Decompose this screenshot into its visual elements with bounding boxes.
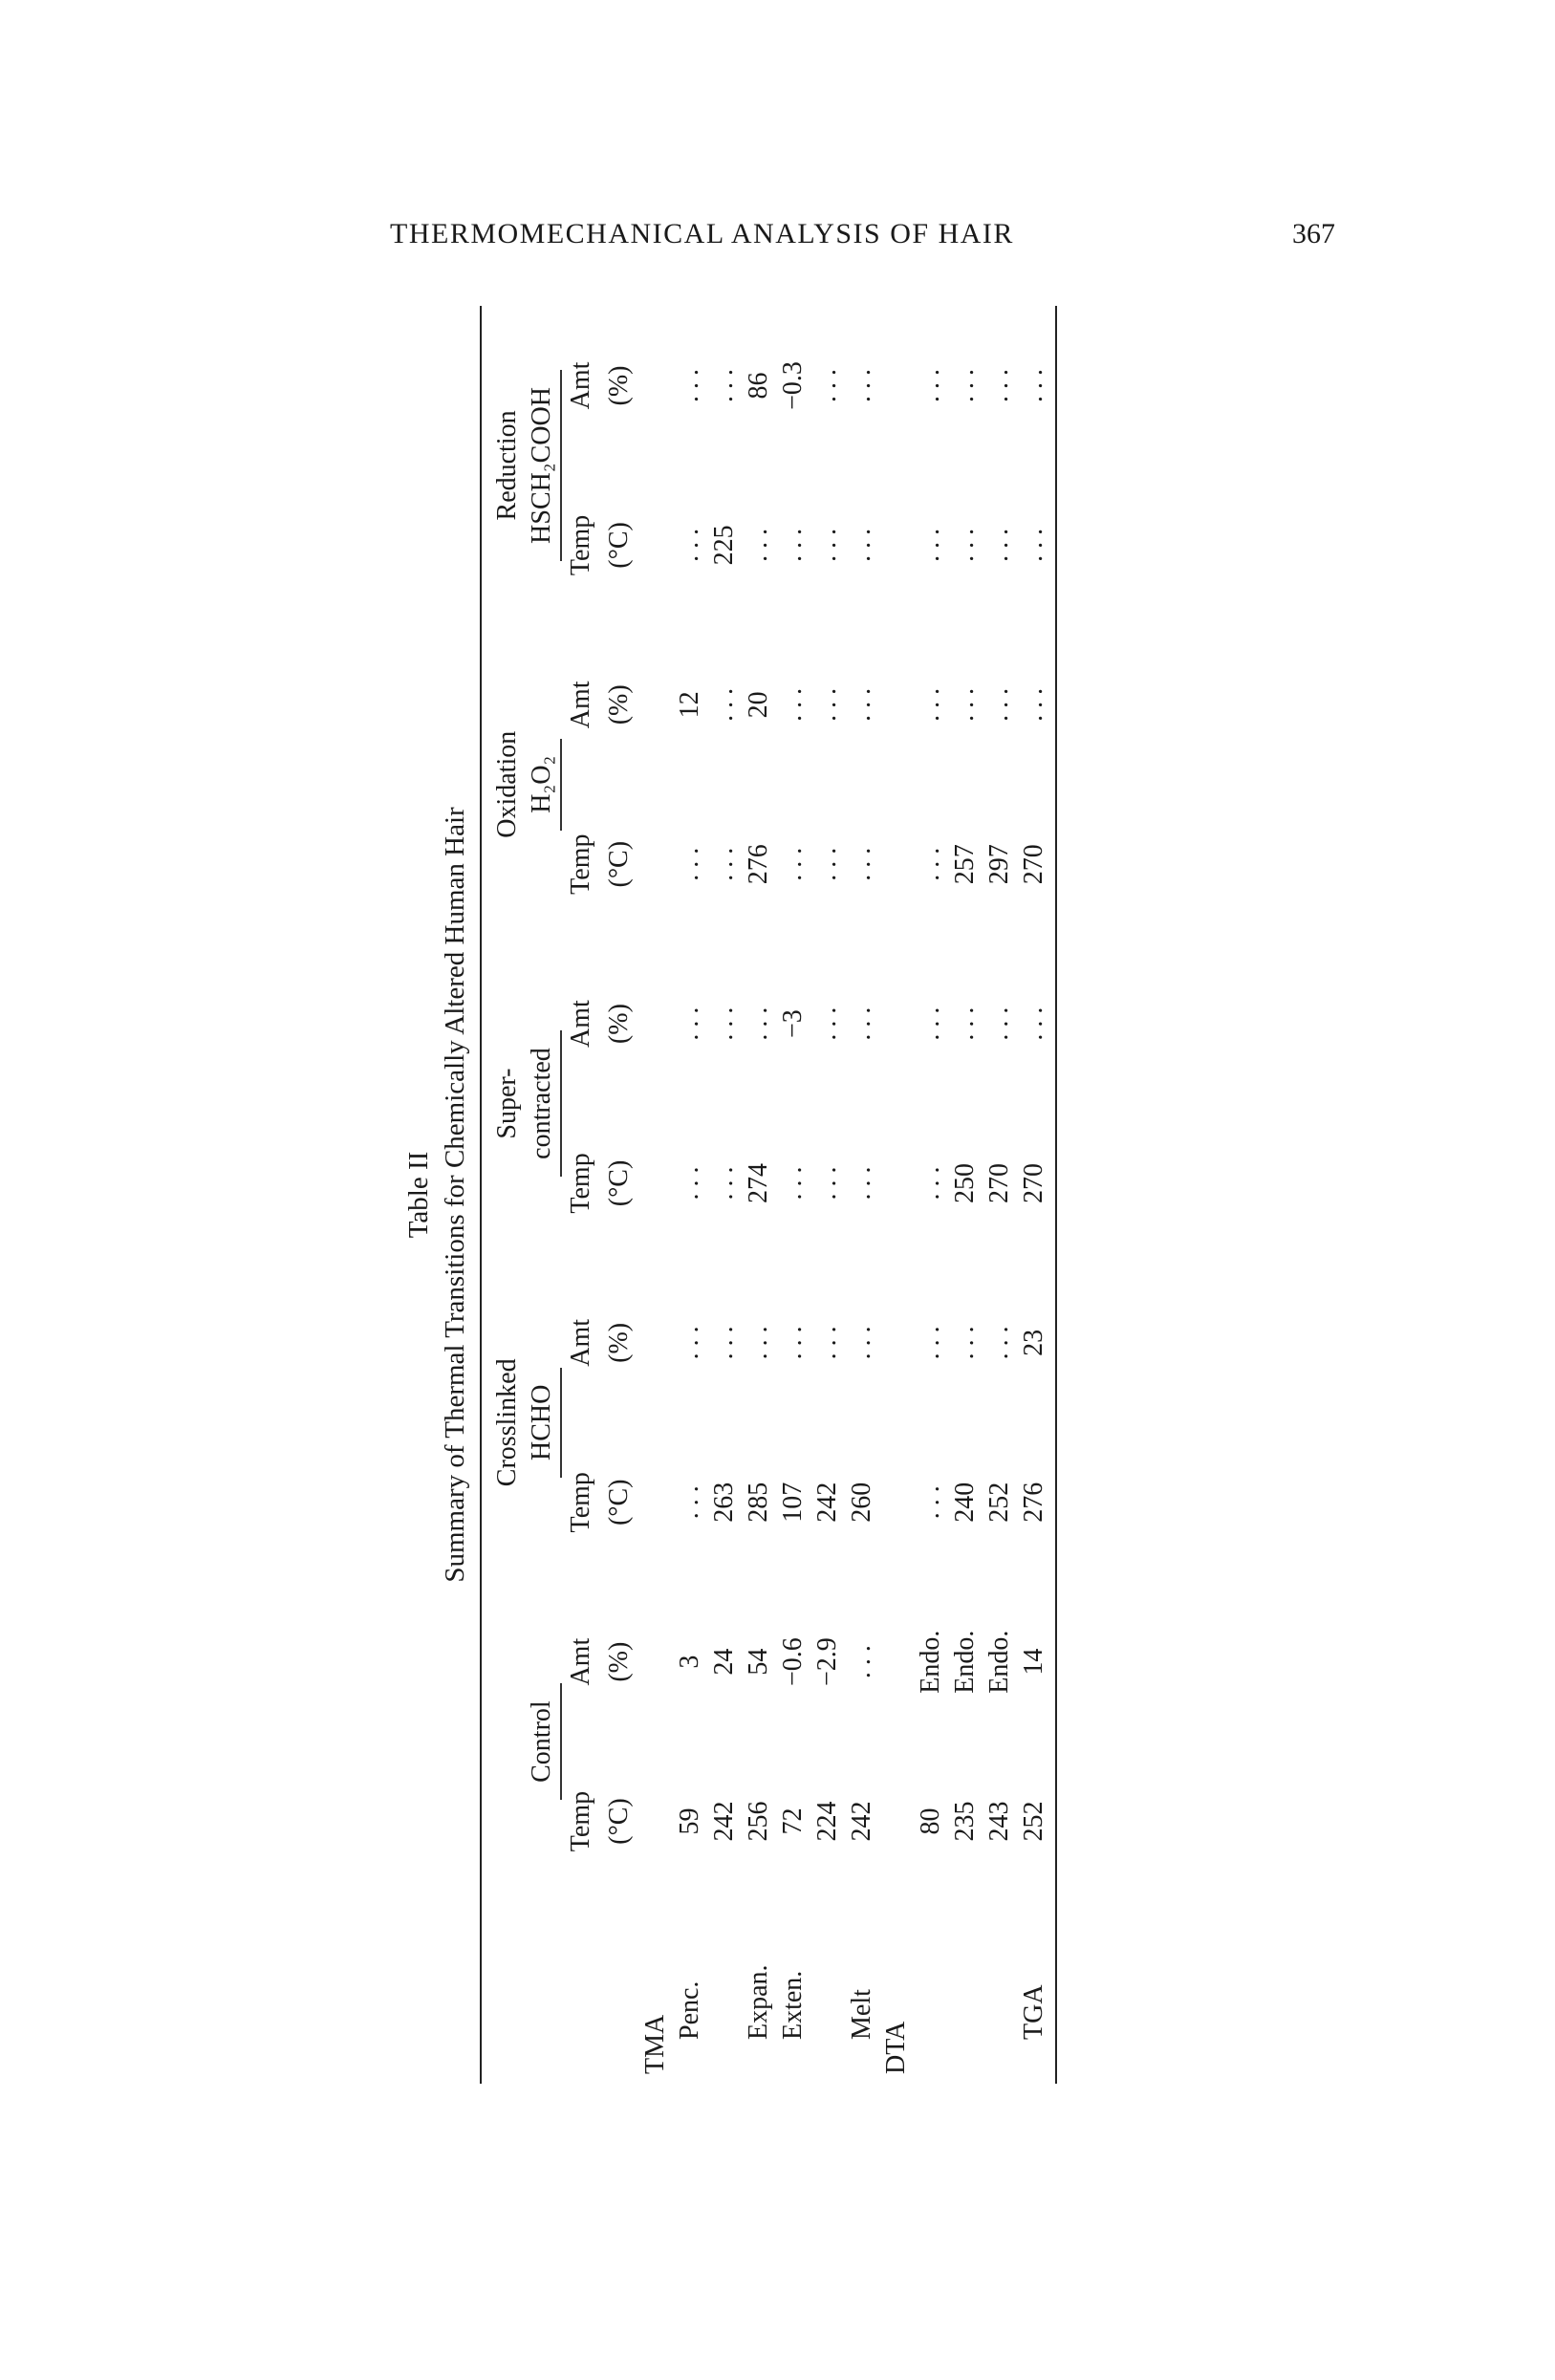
col-amt-header: Amt	[566, 681, 595, 729]
table-title: Table II	[403, 1151, 434, 1239]
table-cell: 72	[778, 1807, 808, 1835]
table-cell: 242	[709, 1801, 739, 1842]
table-row	[1017, 306, 1051, 2084]
table-cell	[879, 465, 914, 625]
col-amt-unit: (%)	[604, 1641, 634, 1682]
table-row	[810, 306, 845, 2084]
table-cell: 260	[847, 1482, 876, 1523]
row-label: Expan.	[744, 1964, 773, 2040]
col-amt-unit: (%)	[604, 365, 634, 406]
table-cell: −0.6	[778, 1637, 808, 1687]
table-cell: 3	[675, 1655, 704, 1669]
col-amt-header: Amt	[566, 1318, 595, 1367]
table-cell: . . .	[1019, 368, 1048, 402]
table-cell: . . .	[950, 528, 980, 562]
table-cell: . . .	[847, 1166, 876, 1201]
table-cell: 243	[984, 1801, 1014, 1842]
col-amt-unit: (%)	[604, 684, 634, 725]
table-row	[914, 306, 948, 2084]
table-header	[486, 306, 638, 2084]
table-cell	[879, 306, 914, 465]
table-cell: . . .	[847, 1645, 876, 1679]
table-cell: 14	[1019, 1648, 1048, 1676]
row-label: Penc.	[675, 1980, 704, 2040]
table-cell	[879, 625, 914, 785]
table-cell: . . .	[744, 528, 773, 562]
row-label	[810, 1901, 845, 2084]
running-head: THERMOMECHANICAL ANALYSIS OF HAIR	[390, 218, 1014, 249]
table-cell: . . .	[675, 1485, 704, 1520]
col-amt-header: Amt	[566, 1637, 595, 1686]
group-name: Control	[526, 1683, 562, 1800]
table-row	[742, 306, 776, 2084]
table-cell: −2.9	[812, 1637, 842, 1687]
table-cell: . . .	[847, 1326, 876, 1360]
table-cell	[638, 1422, 673, 1582]
row-label	[983, 1901, 1017, 2084]
table-cell: . . .	[950, 1326, 980, 1360]
table-cell	[638, 1742, 673, 1901]
col-amt-unit: (%)	[604, 1322, 634, 1363]
table-cell: . . .	[812, 1326, 842, 1360]
table-cell: 20	[744, 691, 773, 719]
table-cell	[638, 785, 673, 944]
table-cell: . . .	[916, 368, 945, 402]
table-cell: 270	[984, 1162, 1014, 1203]
table-cell: . . .	[675, 1326, 704, 1360]
table-cell: 59	[675, 1807, 704, 1835]
table-cell	[638, 1263, 673, 1422]
table-cell	[638, 306, 673, 465]
table-cell: . . .	[847, 368, 876, 402]
table-cell	[879, 1422, 914, 1582]
table-cell: 224	[812, 1801, 842, 1842]
table-cell: . . .	[812, 368, 842, 402]
group-name: HSCH₂COOH	[526, 370, 562, 561]
table-cell: . . .	[778, 847, 808, 881]
table-cell: . . .	[675, 528, 704, 562]
col-temp-unit: (°C)	[604, 522, 634, 569]
table-cell: 240	[950, 1482, 980, 1523]
table-cell: . . .	[709, 1326, 739, 1360]
table-row	[983, 306, 1017, 2084]
row-label	[948, 1901, 983, 2084]
table-cell: . . .	[984, 528, 1014, 562]
table-cell: . . .	[675, 368, 704, 402]
table-cell: 23	[1019, 1329, 1048, 1356]
group-line1: Reduction	[492, 410, 522, 521]
table-cell: . . .	[778, 1326, 808, 1360]
table-cell: . . .	[812, 1166, 842, 1201]
table-cell: 257	[950, 844, 980, 885]
row-label: Exten.	[778, 1970, 808, 2040]
table-cell: 242	[812, 1482, 842, 1523]
table-top-rule	[480, 306, 482, 2084]
table-cell: . . .	[916, 1326, 945, 1360]
table-cell: 276	[1019, 1482, 1048, 1523]
table-cell: . . .	[984, 1006, 1014, 1041]
table-cell: . . .	[812, 687, 842, 722]
table-cell: 12	[675, 691, 704, 719]
table-cell: 256	[744, 1801, 773, 1842]
table-cell: . . .	[847, 847, 876, 881]
table-cell: 250	[950, 1162, 980, 1203]
table-cell: 86	[744, 372, 773, 400]
table-cell: 276	[744, 844, 773, 885]
table-cell: 225	[709, 525, 739, 566]
group-line1	[486, 1582, 524, 1901]
table-cell: . . .	[984, 687, 1014, 722]
table-cell	[879, 1582, 914, 1742]
table-cell: . . .	[847, 528, 876, 562]
group-line1: Super-	[492, 1068, 522, 1139]
table-cell: . . .	[1019, 687, 1048, 722]
table-row	[707, 306, 742, 2084]
group-line1: Oxidation	[492, 730, 522, 838]
col-amt-header: Amt	[566, 1000, 595, 1048]
table-cell: 235	[950, 1801, 980, 1842]
table-cell: . . .	[916, 1006, 945, 1041]
rotated-table-block	[392, 306, 1111, 2084]
table-cell: Endo.	[950, 1630, 980, 1694]
table-body	[638, 306, 1051, 2084]
table-cell: . . .	[675, 847, 704, 881]
table-cell: . . .	[1019, 528, 1048, 562]
table-cell: 24	[709, 1648, 739, 1676]
table-row	[948, 306, 983, 2084]
table-cell: −3	[778, 1009, 808, 1038]
table-cell: . . .	[778, 528, 808, 562]
col-temp-header: Temp	[566, 1153, 595, 1214]
table-row	[845, 306, 879, 2084]
table-cell: . . .	[675, 1166, 704, 1201]
table-cell: . . .	[984, 1326, 1014, 1360]
table-cell: Endo.	[916, 1630, 945, 1694]
table-row	[638, 306, 673, 2084]
table-cell: . . .	[709, 687, 739, 722]
table-cell: 274	[744, 1162, 773, 1203]
table-cell: . . .	[812, 528, 842, 562]
table-cell	[879, 1742, 914, 1901]
table-cell: . . .	[812, 1006, 842, 1041]
thermal-transitions-table	[486, 306, 1051, 2084]
group-name: HCHO	[526, 1368, 562, 1478]
table-cell: 107	[778, 1482, 808, 1523]
table-cell: 252	[1019, 1801, 1048, 1842]
table-cell	[638, 625, 673, 785]
table-cell: . . .	[675, 1006, 704, 1041]
table-cell: . . .	[984, 368, 1014, 402]
table-cell: 54	[744, 1648, 773, 1676]
table-cell: 285	[744, 1482, 773, 1523]
row-label	[914, 1901, 948, 2084]
col-temp-unit: (°C)	[604, 840, 634, 888]
table-cell: . . .	[812, 847, 842, 881]
table-cell: 270	[1019, 1162, 1048, 1203]
table-cell: 80	[916, 1807, 945, 1835]
table-cell: . . .	[847, 687, 876, 722]
table-cell: 263	[709, 1482, 739, 1523]
table-cell: . . .	[950, 1006, 980, 1041]
row-label: TGA	[1019, 1984, 1048, 2040]
row-label	[707, 1901, 742, 2084]
row-label: TMA	[640, 2014, 670, 2074]
table-cell	[879, 785, 914, 944]
col-temp-unit: (°C)	[604, 1159, 634, 1207]
table-cell: . . .	[709, 1006, 739, 1041]
table-cell: . . .	[916, 1485, 945, 1520]
table-cell: . . .	[744, 1006, 773, 1041]
col-temp-header: Temp	[566, 1790, 595, 1852]
col-temp-header: Temp	[566, 1472, 595, 1533]
table-cell	[638, 1104, 673, 1264]
table-cell: Endo.	[984, 1630, 1014, 1694]
table-cell: . . .	[847, 1006, 876, 1041]
col-temp-header: Temp	[566, 514, 595, 576]
table-cell: . . .	[950, 368, 980, 402]
table-row	[879, 306, 914, 2084]
table-cell	[638, 944, 673, 1104]
table-subtitle: Summary of Thermal Transitions for Chemically Altered Human Hair	[440, 807, 470, 1583]
table-cell: . . .	[744, 1326, 773, 1360]
row-label: Melt	[847, 1989, 876, 2040]
table-cell: 252	[984, 1482, 1014, 1523]
table-cell: 242	[847, 1801, 876, 1842]
table-cell: . . .	[709, 847, 739, 881]
table-cell	[879, 1263, 914, 1422]
row-label: DTA	[881, 2021, 911, 2074]
table-cell	[879, 944, 914, 1104]
table-row	[776, 306, 810, 2084]
table-cell: . . .	[916, 1166, 945, 1201]
table-cell	[638, 1582, 673, 1742]
table-cell	[638, 465, 673, 625]
col-temp-unit: (°C)	[604, 1798, 634, 1845]
table-cell: . . .	[778, 1166, 808, 1201]
table-cell: . . .	[916, 528, 945, 562]
table-cell: 297	[984, 844, 1014, 885]
table-cell	[879, 1104, 914, 1264]
col-amt-unit: (%)	[604, 1004, 634, 1045]
table-cell: . . .	[778, 687, 808, 722]
col-amt-header: Amt	[566, 361, 595, 410]
page-number: 367	[1292, 218, 1335, 249]
group-line1: Crosslinked	[492, 1358, 522, 1487]
col-temp-unit: (°C)	[604, 1479, 634, 1526]
col-temp-header: Temp	[566, 833, 595, 895]
table-cell: . . .	[950, 687, 980, 722]
table-bottom-rule	[1055, 306, 1057, 2084]
table-cell: 270	[1019, 844, 1048, 885]
table-cell: . . .	[1019, 1006, 1048, 1041]
table-cell: . . .	[709, 368, 739, 402]
table-cell: . . .	[916, 687, 945, 722]
table-cell: . . .	[709, 1166, 739, 1201]
table-cell: −0.3	[778, 361, 808, 410]
group-name: H₂O₂	[526, 739, 562, 831]
group-name: contracted	[526, 1030, 562, 1177]
table-row	[673, 306, 707, 2084]
table-cell: . . .	[916, 847, 945, 881]
